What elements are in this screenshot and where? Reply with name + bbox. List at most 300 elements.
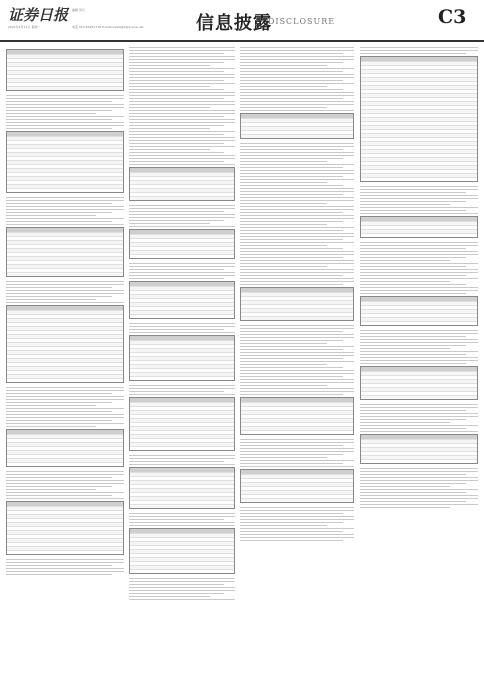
text-line xyxy=(240,361,354,362)
text-line xyxy=(129,214,235,215)
text-line xyxy=(129,513,235,514)
table-row xyxy=(7,378,123,382)
text-line xyxy=(360,480,478,481)
text-line xyxy=(360,342,478,343)
text-line xyxy=(240,89,343,90)
text-line xyxy=(240,209,354,210)
text-line xyxy=(6,221,112,222)
text-line xyxy=(6,95,124,96)
text-line xyxy=(240,164,354,165)
text-line xyxy=(360,213,478,214)
text-line xyxy=(240,158,343,159)
text-line xyxy=(129,80,224,81)
text-line xyxy=(240,50,354,51)
text-line xyxy=(240,537,354,538)
text-line xyxy=(129,74,235,75)
text-line xyxy=(129,385,235,386)
text-line xyxy=(6,128,112,129)
text-line xyxy=(6,405,96,406)
text-line xyxy=(129,50,235,51)
text-line xyxy=(360,204,450,205)
text-line xyxy=(240,236,354,237)
text-line xyxy=(240,161,327,162)
text-line xyxy=(6,293,124,294)
text-line xyxy=(6,477,112,478)
text-line xyxy=(240,260,354,261)
text-line xyxy=(6,574,112,575)
text-line xyxy=(360,287,478,288)
text-line xyxy=(129,116,224,117)
text-line xyxy=(129,137,235,138)
text-line xyxy=(240,98,343,99)
text-line xyxy=(240,534,354,535)
text-line xyxy=(240,466,354,467)
text-line xyxy=(240,188,354,189)
text-line xyxy=(360,198,478,199)
text-line xyxy=(360,201,466,202)
text-line xyxy=(360,272,478,273)
text-line xyxy=(240,197,354,198)
text-line xyxy=(6,218,124,219)
text-line xyxy=(6,107,124,108)
text-line xyxy=(6,200,124,201)
text-line xyxy=(360,425,478,426)
text-line xyxy=(129,122,235,123)
text-line xyxy=(240,47,354,48)
text-line xyxy=(129,581,235,582)
text-line xyxy=(360,504,478,505)
text-line xyxy=(240,439,354,440)
text-line xyxy=(240,176,343,177)
text-line xyxy=(129,326,235,327)
text-line xyxy=(240,257,343,258)
text-line xyxy=(240,266,327,267)
table-row xyxy=(361,395,477,399)
data-table xyxy=(6,49,124,91)
text-line xyxy=(240,460,354,461)
text-line xyxy=(129,217,235,218)
text-line xyxy=(6,215,96,216)
text-line xyxy=(240,233,354,234)
text-line xyxy=(240,367,343,368)
text-line xyxy=(240,83,354,84)
text-line xyxy=(129,77,235,78)
text-line xyxy=(6,426,96,427)
text-line xyxy=(129,458,235,459)
text-line xyxy=(240,343,327,344)
text-line xyxy=(240,525,327,526)
text-line xyxy=(6,565,112,566)
data-table xyxy=(360,434,478,464)
text-line xyxy=(240,200,354,201)
text-line xyxy=(6,110,112,111)
text-line xyxy=(6,495,112,496)
text-line xyxy=(360,186,478,187)
text-line xyxy=(360,330,478,331)
text-line xyxy=(360,345,466,346)
text-line xyxy=(240,191,354,192)
text-line xyxy=(360,483,466,484)
text-line xyxy=(360,254,478,255)
text-line xyxy=(240,513,343,514)
table-row xyxy=(7,550,123,554)
text-line xyxy=(240,284,343,285)
text-line xyxy=(240,95,354,96)
text-line xyxy=(129,332,235,333)
column-2 xyxy=(129,47,235,695)
text-line xyxy=(240,221,343,222)
text-line xyxy=(360,404,478,405)
text-line xyxy=(240,507,354,508)
data-table xyxy=(129,167,235,201)
text-line xyxy=(240,170,354,171)
text-line xyxy=(6,420,112,421)
text-line xyxy=(129,596,210,597)
text-line xyxy=(360,336,466,337)
date-line: 2021年1月11日 星期一 xyxy=(8,25,41,29)
text-line xyxy=(129,388,235,389)
text-line xyxy=(240,227,354,228)
text-line xyxy=(6,212,112,213)
text-line xyxy=(6,284,124,285)
text-line xyxy=(129,104,235,105)
text-line xyxy=(129,146,235,147)
text-line xyxy=(360,474,466,475)
text-line xyxy=(240,230,343,231)
data-table xyxy=(129,467,235,509)
text-line xyxy=(6,98,124,99)
text-line xyxy=(360,333,478,334)
table-row xyxy=(130,254,234,258)
text-line xyxy=(240,379,354,380)
text-line xyxy=(240,149,343,150)
text-line xyxy=(240,185,343,186)
text-line xyxy=(6,206,124,207)
text-line xyxy=(240,334,354,335)
text-line xyxy=(240,540,343,541)
text-line xyxy=(129,134,224,135)
text-line xyxy=(129,95,235,96)
text-line xyxy=(240,269,354,270)
text-line xyxy=(360,501,466,502)
table-row xyxy=(130,446,234,450)
text-line xyxy=(6,197,124,198)
contact-line: 电话 010-83251716 E-mail:zqrb9@zqrb.sina.net xyxy=(72,25,144,29)
text-line xyxy=(240,53,343,54)
text-line xyxy=(240,206,354,207)
section-subtitle: DISCLOSURE xyxy=(268,17,336,26)
text-line xyxy=(240,457,327,458)
data-table xyxy=(129,281,235,319)
text-line xyxy=(360,507,450,508)
text-line xyxy=(6,302,124,303)
text-line xyxy=(129,266,235,267)
text-line xyxy=(129,587,235,588)
text-line xyxy=(129,158,235,159)
text-line xyxy=(240,325,354,326)
text-line xyxy=(129,140,235,141)
text-line xyxy=(6,483,124,484)
text-line xyxy=(129,62,224,63)
text-line xyxy=(240,56,354,57)
text-line xyxy=(240,155,354,156)
text-line xyxy=(240,454,343,455)
text-line xyxy=(6,417,124,418)
text-line xyxy=(240,182,327,183)
text-line xyxy=(240,349,343,350)
text-line xyxy=(240,194,343,195)
text-line xyxy=(240,272,354,273)
table-row xyxy=(7,188,123,192)
text-line xyxy=(360,422,450,423)
text-line xyxy=(129,278,224,279)
text-line xyxy=(6,408,124,409)
text-line xyxy=(240,110,354,111)
text-line xyxy=(129,578,235,579)
text-line xyxy=(129,68,235,69)
text-line xyxy=(6,104,124,105)
text-line xyxy=(360,413,478,414)
data-table xyxy=(6,429,124,467)
table-row xyxy=(361,459,477,463)
text-line xyxy=(129,107,210,108)
text-line xyxy=(360,498,478,499)
text-line xyxy=(129,464,235,465)
text-line xyxy=(240,245,327,246)
text-line xyxy=(129,593,224,594)
text-line xyxy=(360,339,478,340)
data-table xyxy=(360,296,478,326)
newspaper-logo: 证券日报 xyxy=(8,6,69,24)
text-line xyxy=(360,471,478,472)
text-line xyxy=(6,101,112,102)
text-line xyxy=(360,245,478,246)
text-line xyxy=(6,299,96,300)
table-row xyxy=(7,272,123,276)
text-line xyxy=(240,107,327,108)
text-line xyxy=(6,125,124,126)
text-line xyxy=(129,47,235,48)
text-line xyxy=(129,149,210,150)
text-line xyxy=(360,192,466,193)
text-line xyxy=(240,531,343,532)
text-line xyxy=(360,348,450,349)
text-line xyxy=(360,263,478,264)
text-line xyxy=(6,390,124,391)
table-row xyxy=(361,233,477,237)
text-line xyxy=(360,360,478,361)
text-line xyxy=(240,203,327,204)
text-line xyxy=(6,399,124,400)
text-line xyxy=(129,275,235,276)
text-line xyxy=(6,571,124,572)
text-line xyxy=(240,248,343,249)
text-line xyxy=(6,287,112,288)
text-line xyxy=(240,519,354,520)
text-line xyxy=(360,431,478,432)
text-line xyxy=(360,407,478,408)
text-line xyxy=(240,528,354,529)
text-line xyxy=(360,189,478,190)
text-line xyxy=(240,254,354,255)
table-row xyxy=(7,462,123,466)
text-line xyxy=(240,382,354,383)
text-line xyxy=(240,167,343,168)
text-line xyxy=(240,364,327,365)
text-line xyxy=(129,56,235,57)
text-line xyxy=(240,218,354,219)
text-line xyxy=(360,278,478,279)
text-line xyxy=(129,89,224,90)
text-line xyxy=(129,143,224,144)
text-line xyxy=(129,83,235,84)
data-table xyxy=(129,397,235,451)
text-line xyxy=(240,394,343,395)
text-line xyxy=(129,519,224,520)
text-line xyxy=(240,62,343,63)
text-line xyxy=(240,59,354,60)
table-row xyxy=(130,314,234,318)
data-table xyxy=(240,287,354,321)
text-line xyxy=(240,337,354,338)
text-line xyxy=(129,584,224,585)
data-table xyxy=(240,469,354,503)
table-row xyxy=(241,430,353,434)
table-row xyxy=(361,321,477,325)
text-line xyxy=(129,113,235,114)
text-line xyxy=(6,290,124,291)
text-line xyxy=(6,116,124,117)
text-line xyxy=(360,260,450,261)
text-line xyxy=(129,394,235,395)
text-line xyxy=(240,442,354,443)
text-line xyxy=(6,489,96,490)
text-line xyxy=(6,471,124,472)
text-line xyxy=(129,152,224,153)
text-line xyxy=(240,146,354,147)
data-table xyxy=(129,335,235,381)
text-line xyxy=(360,419,466,420)
text-line xyxy=(240,251,354,252)
text-line xyxy=(240,445,343,446)
text-line xyxy=(240,328,354,329)
text-line xyxy=(360,47,478,48)
text-line xyxy=(6,411,112,412)
text-line xyxy=(129,98,224,99)
data-table xyxy=(6,501,124,555)
text-line xyxy=(129,161,224,162)
text-line xyxy=(6,568,124,569)
text-line xyxy=(360,284,466,285)
text-line xyxy=(240,77,354,78)
text-line xyxy=(6,113,96,114)
text-line xyxy=(240,104,354,105)
text-line xyxy=(129,525,235,526)
text-line xyxy=(6,402,112,403)
text-line xyxy=(360,290,478,291)
text-line xyxy=(360,293,466,294)
text-line xyxy=(360,257,466,258)
text-line xyxy=(240,239,343,240)
text-line xyxy=(240,355,354,356)
column-3 xyxy=(240,47,354,695)
text-line xyxy=(240,101,354,102)
text-line xyxy=(6,122,124,123)
text-line xyxy=(6,423,124,424)
text-line xyxy=(6,296,112,297)
text-line xyxy=(6,119,112,120)
text-line xyxy=(360,50,478,51)
text-line xyxy=(360,207,478,208)
text-line xyxy=(129,391,224,392)
text-line xyxy=(129,65,210,66)
text-line xyxy=(360,428,466,429)
table-row xyxy=(130,569,234,573)
text-line xyxy=(360,357,478,358)
text-line xyxy=(360,489,478,490)
text-line xyxy=(240,179,354,180)
text-line xyxy=(240,215,354,216)
text-line xyxy=(129,155,235,156)
table-row xyxy=(130,196,234,200)
text-line xyxy=(240,68,354,69)
page-number: C3 xyxy=(438,6,467,28)
text-line xyxy=(240,65,327,66)
text-line xyxy=(6,387,124,388)
data-table xyxy=(129,528,235,574)
text-line xyxy=(129,128,210,129)
text-line xyxy=(6,486,112,487)
table-row xyxy=(241,498,353,502)
data-table xyxy=(129,229,235,259)
text-line xyxy=(240,373,354,374)
text-line xyxy=(129,323,235,324)
text-line xyxy=(360,269,478,270)
text-line xyxy=(240,278,354,279)
text-line xyxy=(240,212,343,213)
data-table xyxy=(6,131,124,193)
text-line xyxy=(240,385,327,386)
text-line xyxy=(240,74,354,75)
text-line xyxy=(129,208,235,209)
text-line xyxy=(129,59,235,60)
text-line xyxy=(360,53,466,54)
data-table xyxy=(360,366,478,400)
data-table xyxy=(240,397,354,435)
text-line xyxy=(360,281,450,282)
text-line xyxy=(360,363,466,364)
text-line xyxy=(6,396,124,397)
masthead xyxy=(0,0,484,42)
text-line xyxy=(129,101,235,102)
text-line xyxy=(6,562,124,563)
column-4 xyxy=(360,47,478,695)
text-line xyxy=(240,340,343,341)
table-row xyxy=(130,504,234,508)
text-line xyxy=(129,86,210,87)
text-line xyxy=(129,455,235,456)
text-line xyxy=(6,474,124,475)
table-row xyxy=(241,316,353,320)
text-line xyxy=(360,492,466,493)
text-line xyxy=(240,224,327,225)
text-line xyxy=(360,242,478,243)
text-line xyxy=(6,492,124,493)
text-line xyxy=(360,477,478,478)
text-line xyxy=(240,352,354,353)
text-line xyxy=(129,71,224,72)
text-line xyxy=(240,275,343,276)
